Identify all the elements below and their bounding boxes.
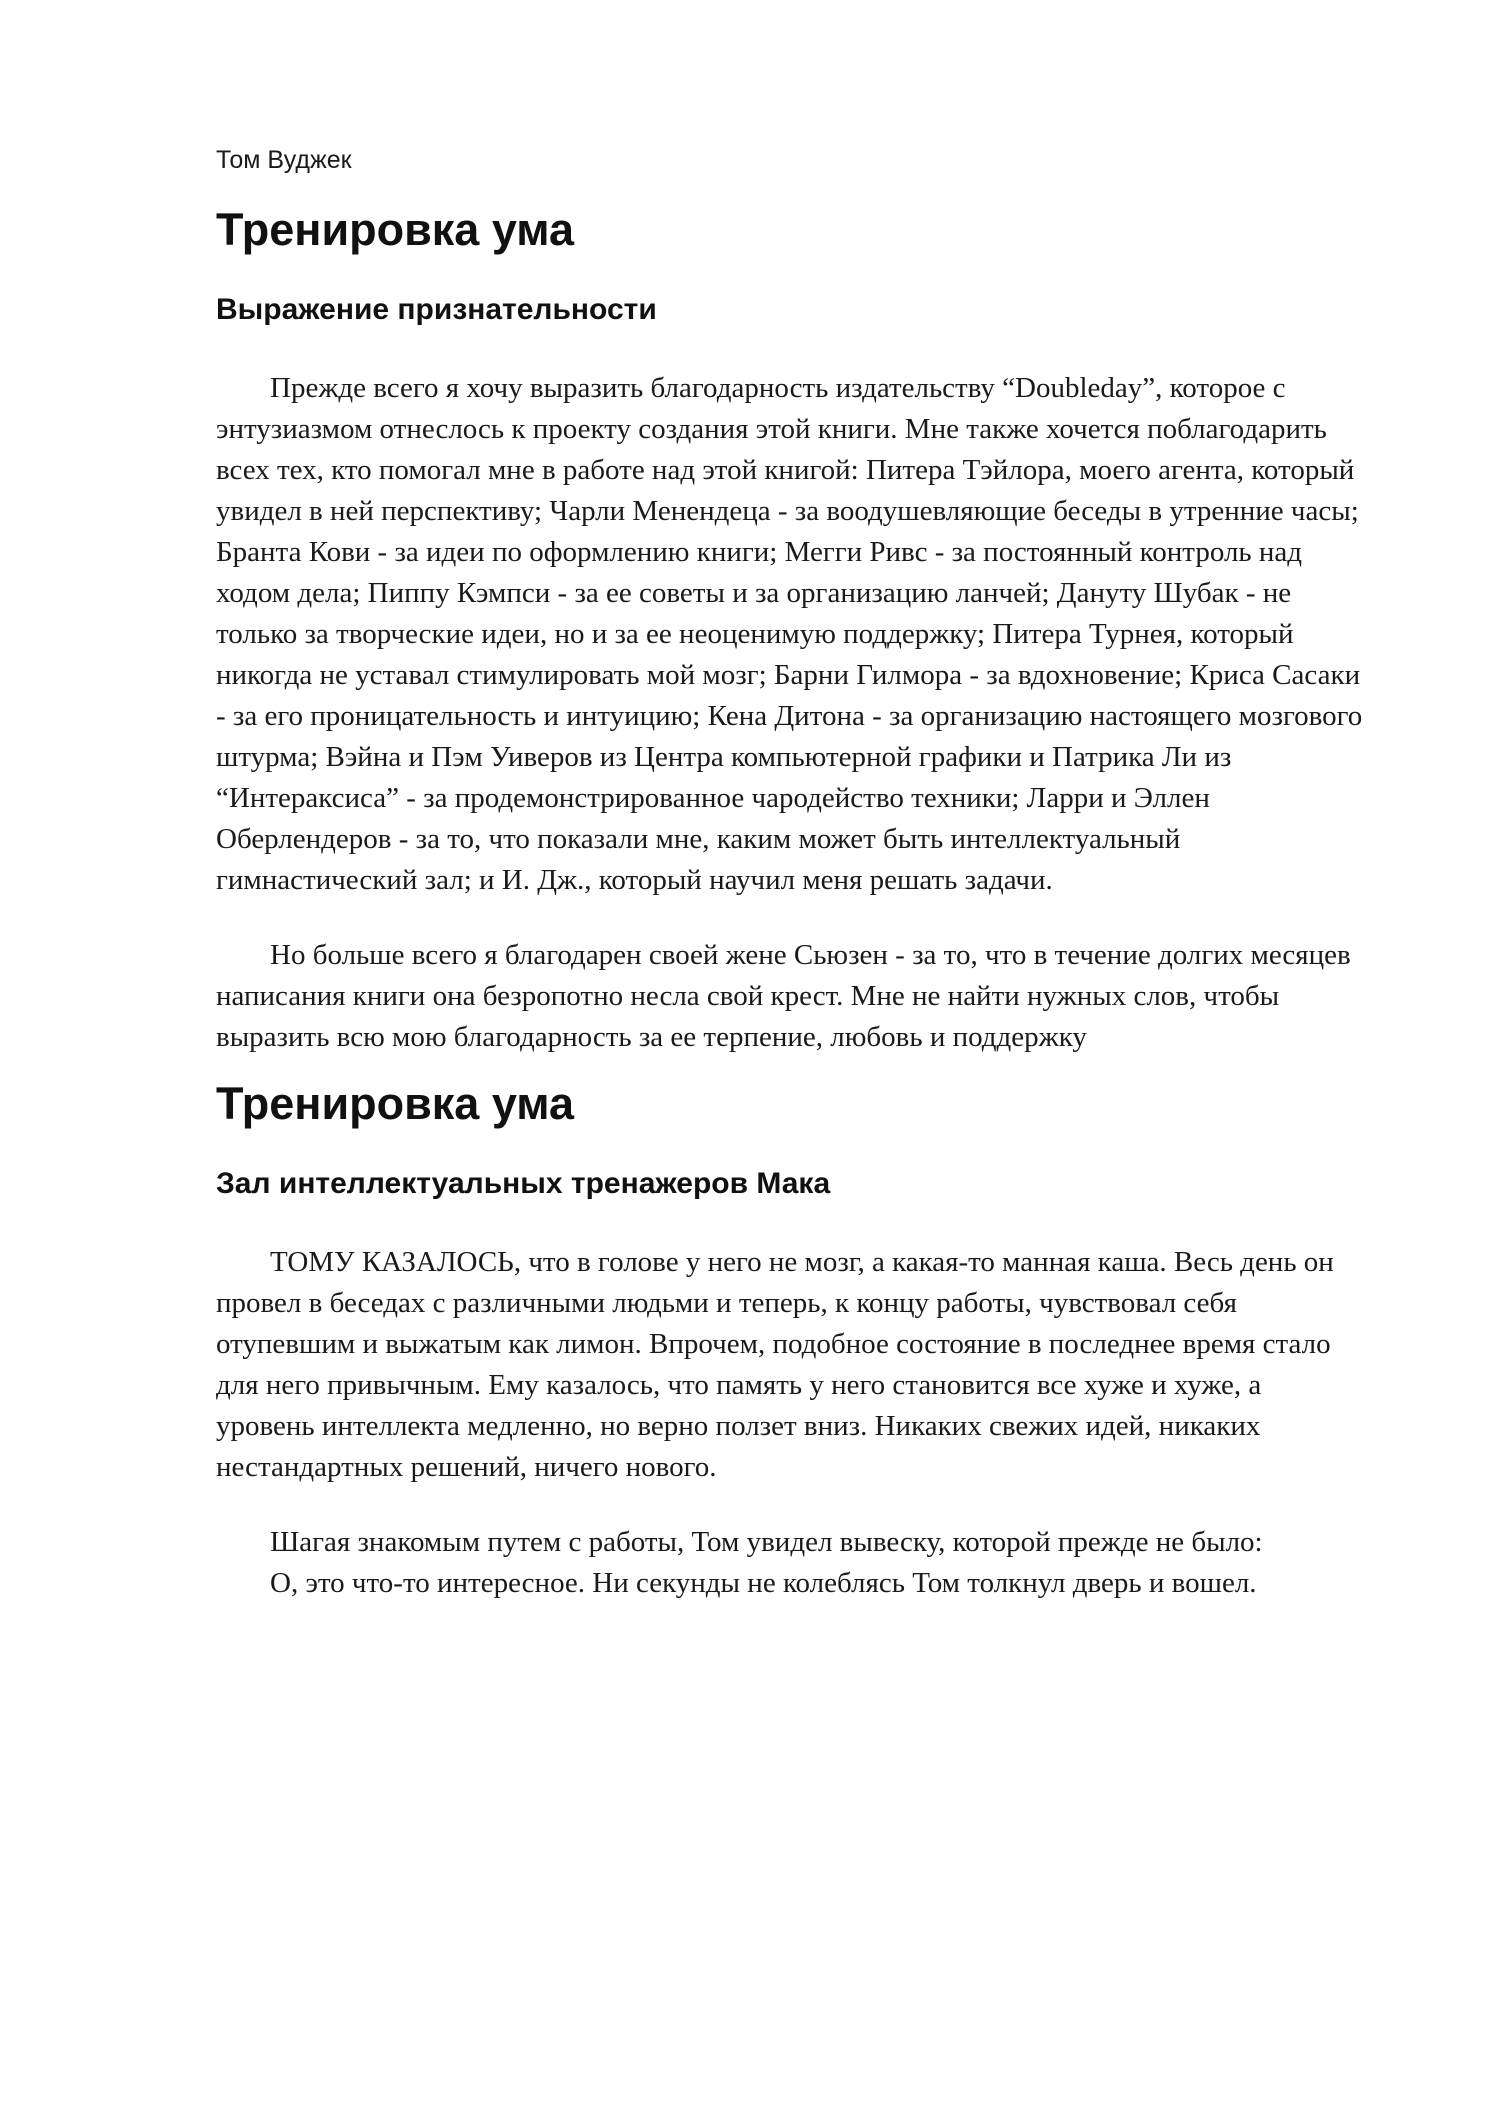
author-name: Том Вуджек	[216, 146, 352, 174]
page-content	[216, 140, 1366, 1604]
book-title: Тренировка ума	[216, 1078, 574, 1129]
chapter-paragraph: О, это что-то интересное. Ни секунды не колеблясь Том толкнул дверь и вошел.	[270, 1567, 1257, 1599]
acknowledgements-paragraph: Но больше всего я благодарен своей жене Сьюзен - за то, что в течение долгих месяцев написания книги она безропотно несла свой крест. Мне не найти нужных слов, чтобы выразить всю мою благодарность за ее терпение, любовь и поддержку	[216, 939, 1351, 1053]
chapter-paragraph: ТОМУ КАЗАЛОСЬ, что в голове у него не мозг, а какая-то манная каша. Весь день он провел в беседах с различными людьми и теперь, к концу работы, чувствовал себя отупевшим и выжатым как лимон. Впрочем, подобное состояние в последнее время стало для него привычным. Ему казалось, что память у него становится все хуже и хуже, а уровень интеллекта медленно, но верно ползет вниз. Никаких свежих идей, никаких нестандартных решений, ничего нового.	[216, 1246, 1334, 1483]
acknowledgements-paragraph: Прежде всего я хочу выразить благодарность издательству “Doubleday”, которое с энтузиазмом отнеслось к проекту создания этой книги. Мне также хочется поблагодарить всех тех, кто помогал мне в работе над этой книгой: Питера Тэйлора, моего агента, который увидел в ней перспективу; Чарли Менендеца - за воодушевляющие беседы в утренние часы; Бранта Кови - за идеи по оформлению книги; Мегги Ривс - за постоянный контроль над ходом дела; Пиппу Кэмпси - за ее советы и за организацию ланчей; Дануту Шубак - не только за творческие идеи, но и за ее неоценимую поддержку; Питера Турнея, который никогда не уставал стимулировать мой мозг; Барни Гилмора - за вдохновение; Криса Сасаки - за его проницательность и интуицию; Кена Дитона - за организацию настоящего мозгового штурма; Вэйна и Пэм Уиверов из Центра компьютерной графики и Патрика Ли из “Интераксиса” - за продемонстрированное чародейство техники; Ларри и Эллен Оберлендеров - за то, что показали мне, каким может быть интеллектуальный гимнастический зал; и И. Дж., который научил меня решать задачи.	[216, 372, 1363, 896]
section-title-acknowledgements: Выражение признательности	[216, 293, 657, 326]
chapter-paragraph: Шагая знакомым путем с работы, Том увидел вывеску, которой прежде не было:	[270, 1526, 1263, 1558]
chapter-title: Зал интеллектуальных тренажеров Мака	[216, 1167, 831, 1200]
book-title: Тренировка ума	[216, 204, 574, 255]
